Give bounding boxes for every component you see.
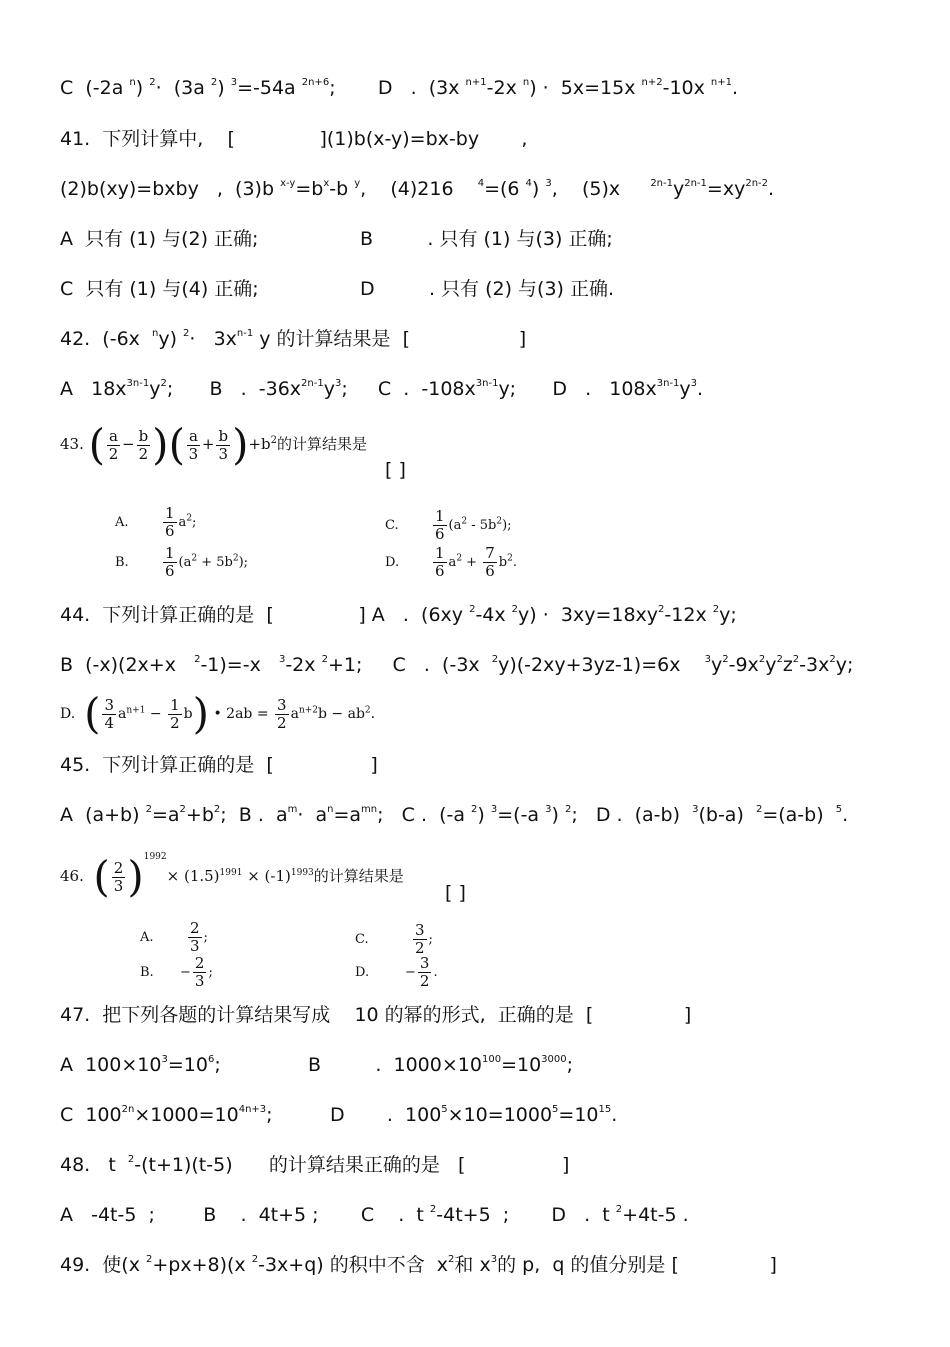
q46-option-a[interactable]: A. $\frac{2}{3}$ ;: [140, 919, 208, 955]
q47-option-b[interactable]: B . $1000\times 10^{100}=10^{3000}$;: [308, 1054, 574, 1076]
q41-option-a[interactable]: A 只有 (1) 与(2) 正确;: [60, 228, 259, 250]
q46-bracket: [ ]: [445, 882, 466, 904]
q41-items: (2)b(xy)=bxby , (3)b $^{x-y}=b^x-b$ $^y$, (4)216 $^4$=(6 $^4$) $^3$, (5)x $^{2n-1}y^{2n-1}=xy^{2n-2}$.: [60, 178, 775, 200]
q47-stem: 47. 把下列各题的计算结果写成 10 的幂的形式, 正确的是 [ ]: [60, 1004, 692, 1026]
q44-stem: 44. 下列计算正确的是 [ ] A . (6xy $^2$-4x $^2y) \cdot 3xy=18xy^2-12x$ $^2$y;: [60, 604, 737, 626]
q43-option-c[interactable]: C. $\frac{1}{6}$ $(a^2 - 5b^2)$;: [385, 507, 512, 543]
q47-option-a[interactable]: A $100\times 10^3=10^6$;: [60, 1054, 221, 1076]
q48-options[interactable]: A -4t-5 ; B . 4t+5 ; C . t $^2$-4t+5 ; D . t $^2$+4t-5 .: [60, 1204, 689, 1226]
q42-options[interactable]: A $18x^{3n-1}y^2$; B . $-36x^{2n-1}y^3$; C . $-108x^{3n-1}y$; D . $108x^{3n-1}y^3$.: [60, 378, 704, 400]
q44-options-bc[interactable]: B (-x)(2x+x $^2$-1)=-x $^3$-2x $^2$+1; C . (-3x $^2$y)(-2xy+3yz-1)=6x $^3y^2-9x^2y^2z^2-3x^2y$;: [60, 654, 854, 676]
q46-stem: 46. ( $\frac{2}{3}$ )$^{1992}\times (1.5)^{1991} \times (-1)^{1993}$的计算结果是: [60, 852, 404, 901]
line-q40-cd: C (-2a $^n$) $^2$· (3a $^2$) $^3$=-54a $^{2n+6}$; D . (3x $^{n+1}$-2x $^n$) · 5x=15x $^{n+2}$-10x $^{n+1}$.: [60, 77, 739, 99]
q49-stem: 49. 使(x $^2$+px+8)(x $^2$-3x+q) 的积中不含 $x^2$和 $x^3$的 p, q 的值分别是 [ ]: [60, 1254, 777, 1276]
q45-options[interactable]: A (a+b) $^2=a^2+b^2$; B . $a^m\cdot a^n=a^{mn}$; C . (-a $^2$) $^3$=(-a $^3$) $^2$; D . (a-b) $^3$(b-a) $^2$=(a-b) $^5$.: [60, 804, 849, 826]
q44-option-d[interactable]: D. ( $\frac{3}{4}$ $a^{n+1}$ − $\frac{1}{2}$ b) • 2ab = $\frac{3}{2}$ $a^{n+2}b - ab^2$.: [60, 689, 376, 738]
q45-stem: 45. 下列计算正确的是 [ ]: [60, 754, 378, 776]
q46-option-c[interactable]: C. $\frac{3}{2}$ ;: [355, 921, 433, 957]
q41-option-d[interactable]: D . 只有 (2) 与(3) 正确.: [360, 278, 615, 300]
q47-option-c[interactable]: C $100^{2n}\times 1000=10^{4n+3}$;: [60, 1104, 273, 1126]
q43-option-d[interactable]: D. $\frac{1}{6}$ $a^2$ + $\frac{7}{6}$ $b^2$.: [385, 544, 517, 580]
q48-stem: 48. t $^2$-(t+1)(t-5) 的计算结果正确的是 [ ]: [60, 1154, 570, 1176]
q41-option-c[interactable]: C 只有 (1) 与(4) 正确;: [60, 278, 259, 300]
q43-stem: 43. ( $\frac{a}{2}$ − $\frac{b}{2}$ )( $\frac{a}{3}$ + $\frac{b}{3}$ )$+b^2$的计算结果是: [60, 420, 368, 469]
q41-option-b[interactable]: B . 只有 (1) 与(3) 正确;: [360, 228, 613, 250]
q43-option-b[interactable]: B. $\frac{1}{6}$ $(a^2 + 5b^2)$;: [115, 544, 249, 580]
q43-option-a[interactable]: A. $\frac{1}{6}$ $a^2$;: [115, 504, 197, 540]
q46-option-d[interactable]: D. − $\frac{3}{2}$ .: [355, 954, 438, 990]
q43-bracket: [ ]: [385, 459, 406, 481]
q42-stem: 42. (-6x $^n$y) $^2\cdot 3x^{n-1}$ y 的计算结果是 [ ]: [60, 328, 527, 350]
q46-option-b[interactable]: B. − $\frac{2}{3}$ ;: [140, 954, 213, 990]
q41-stem: 41. 下列计算中, [ ](1)b(x-y)=bx-by ,: [60, 128, 528, 150]
q47-option-d[interactable]: D . $100^5\times 10=1000^5=10^{15}$.: [330, 1104, 618, 1126]
